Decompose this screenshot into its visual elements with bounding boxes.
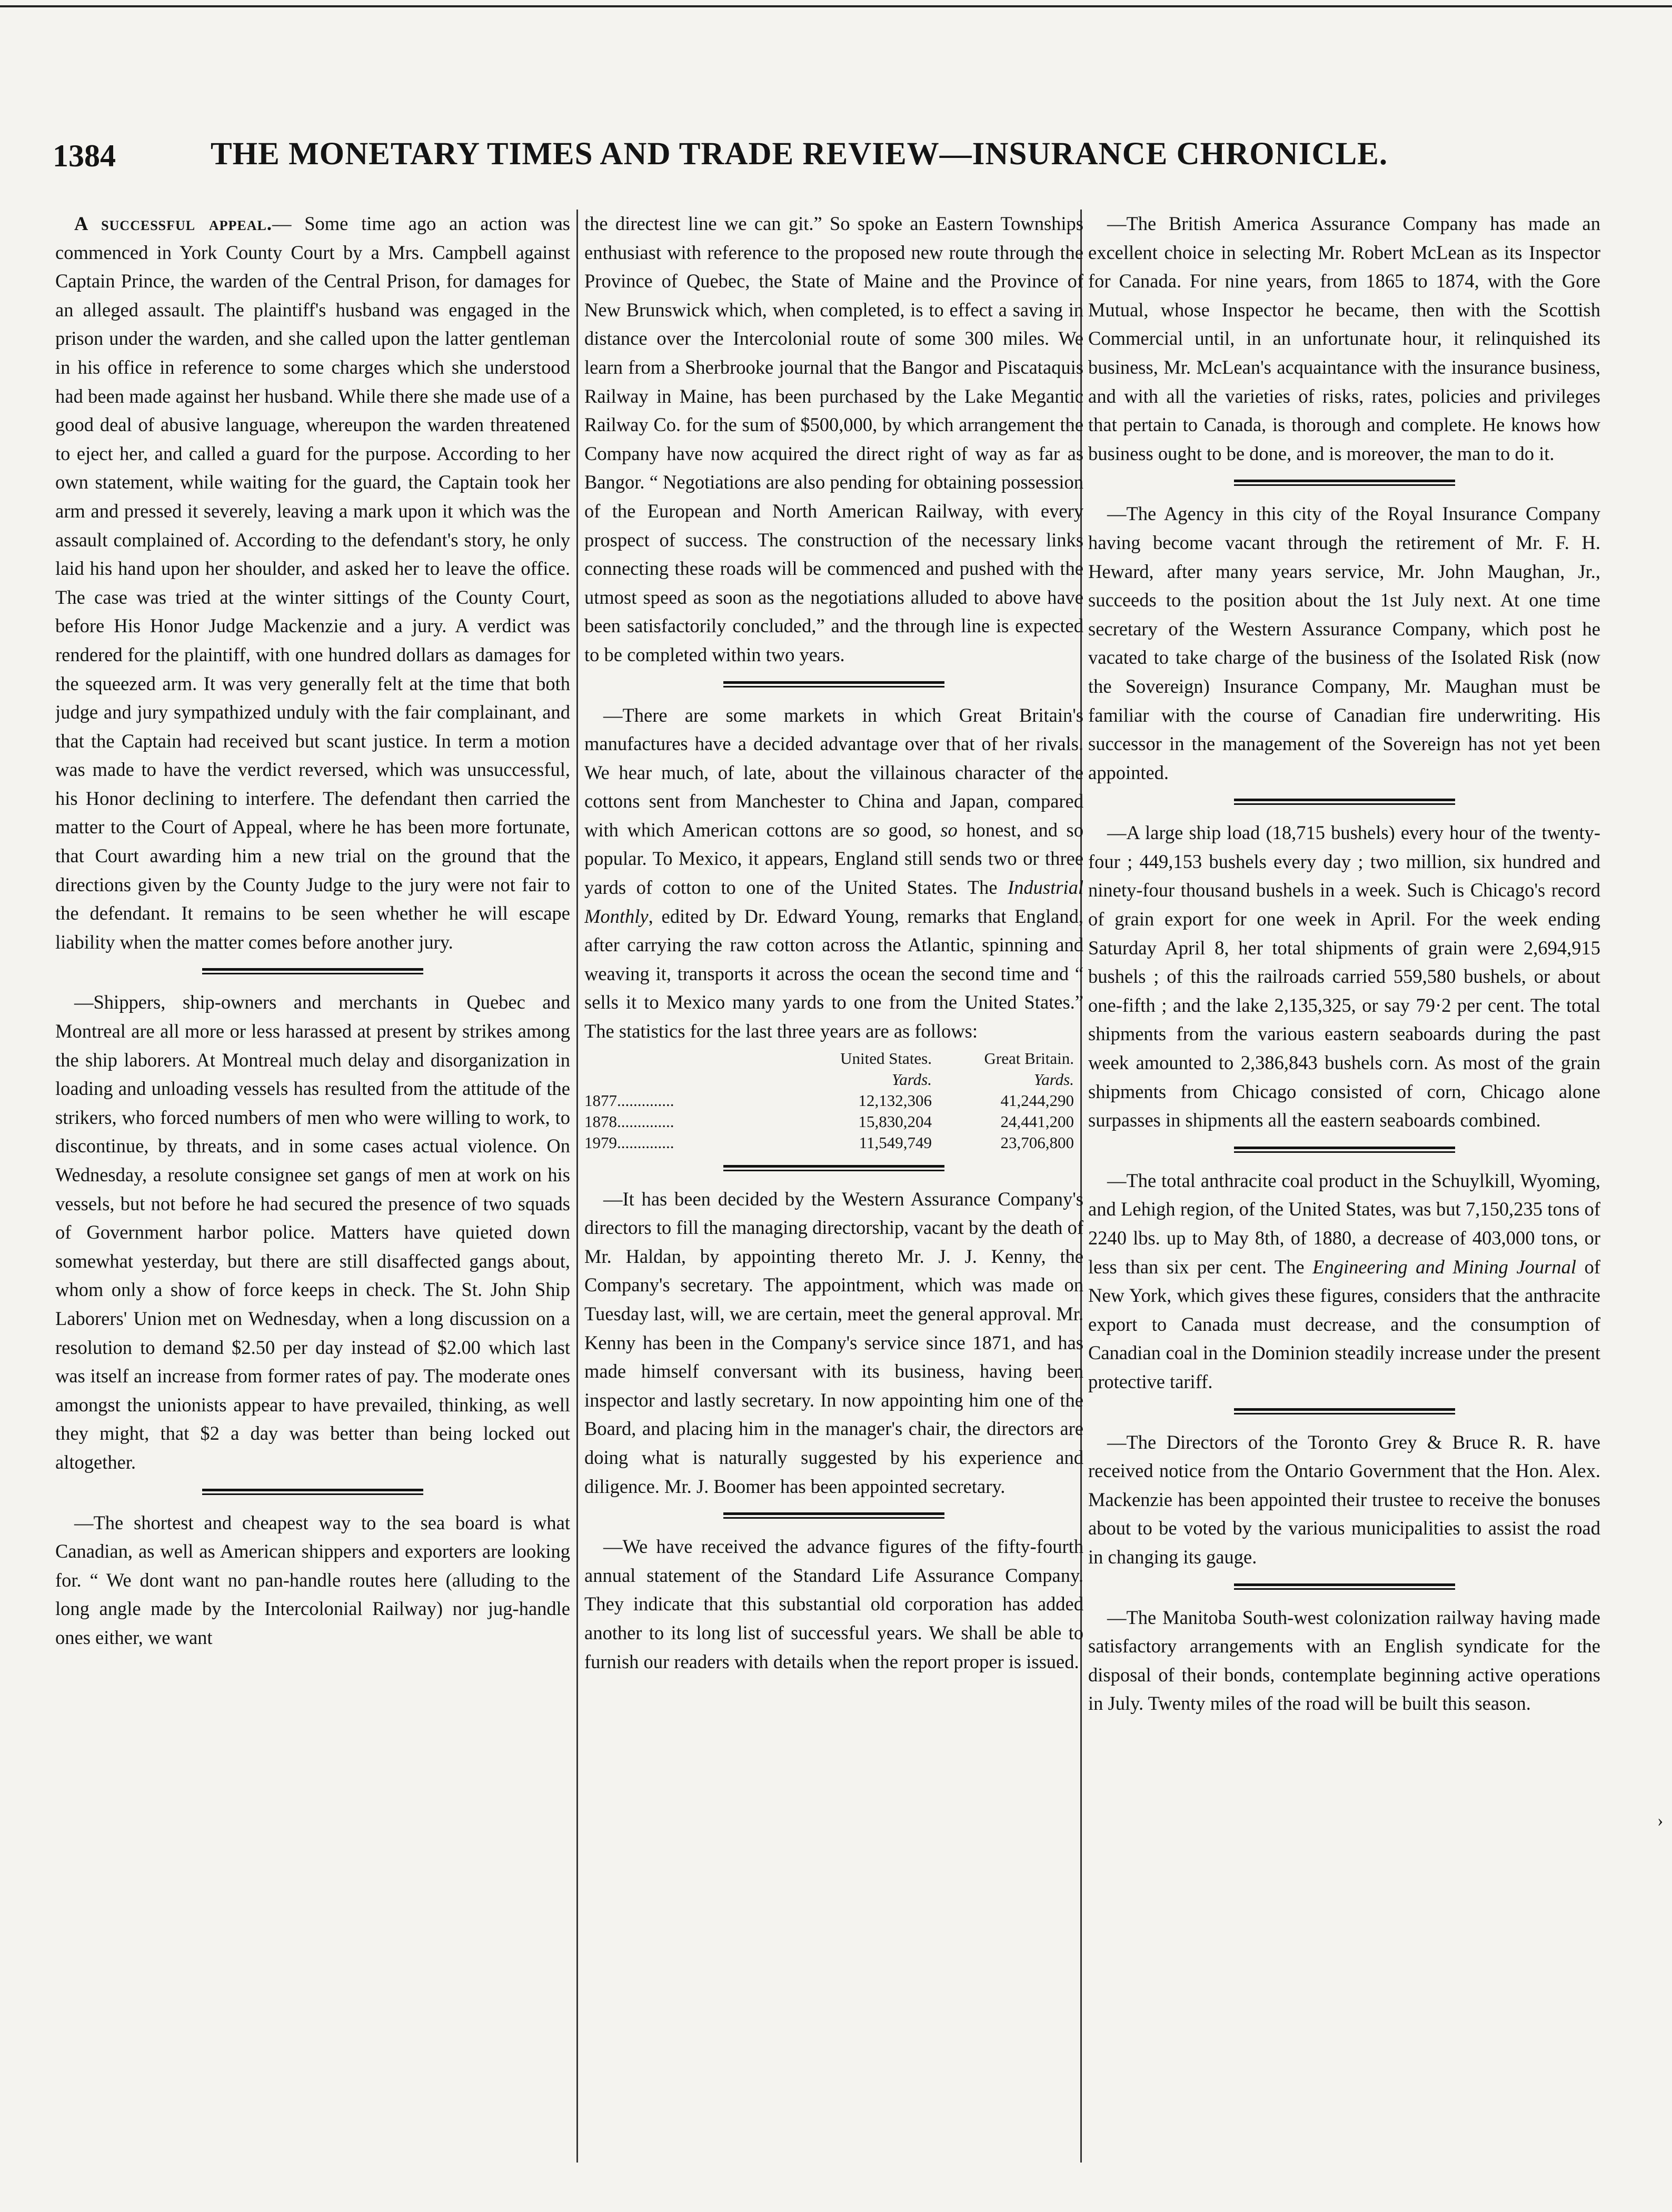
table-row	[584, 1111, 1083, 1132]
article-anthracite-coal: —The total anthracite coal product in the Schuylkill, Wyoming, and Lehigh region, of the United States, was but 7,150,235 tons of 2240 lbs. up to May 8th, of 1880, a decrease of 403,000 tons, or less than six per cent. The Engineering and Mining Journal of New York, which gives these figures, considers that the anthracite export to Canada must decrease, and the consumption of Canadian coal in the Dominion steadily increase under the present protective tariff.	[1088, 1169, 1600, 1392]
us-yards-cell: 15,830,204	[858, 1112, 932, 1131]
gb-yards-cell: 24,441,200	[1000, 1112, 1074, 1131]
article-cotton-markets: —There are some markets in which Great Britain's manufactures have a decided advantage over that of her rivals. We hear much, of late, about the villainous character of the cottons sent from Manchester to China and Japan, compared with which American cottons are so good, so honest, and so popular. To Mexico, it appears, England still sends two or three yards of cotton to one of the United States. The Industrial Monthly, edited by Dr. Edward Young, remarks that England, after carrying the raw cotton across the Atlantic, spinning and weaving it, transports it across the ocean the second time and “ sells it to Mexico many yards to one from the United States.” The statistics for the last three years are as follows:	[584, 704, 1083, 1042]
italic-so: so	[940, 819, 958, 841]
article-manitoba-railway: —The Manitoba South-west colonization railway having made satisfactory arrangements with an English syndicate for the disposal of their bonds, contemplate beginning active operations in July. Twenty miles of the road will be built this season.	[1088, 1606, 1600, 1715]
article-separator	[202, 968, 423, 977]
column-2	[584, 210, 1083, 2165]
article-lead: A successful appeal.	[74, 213, 272, 234]
article-body: — Some time ago an action was commenced in York County Court by a Mrs. Campbell against Captain Prince, the warden of the Central Prison, for damages for an alleged assault. The plaintiff's husband was engaged in the prison under the warden, and she called upon the latter gentleman in his office in reference to some charges which she understood had been made against her husband. While there she made use of a good deal of abusive language, whereupon the warden threatened to eject her, and called a guard for the purpose. According to her own statement, while waiting for the guard, the Captain took her arm and pressed it severely, leaving a mark upon it which was the assault complained of. According to the defendant's story, he only laid his hand upon her shoulder, and asked her to leave the office. The case was tried at the winter sittings of the County Court, before His Honor Judge Mackenzie and a jury. A verdict was rendered for the plaintiff, with one hundred dollars as damages for the squeezed arm. It was very generally felt at the time that both judge and jury sympathized unduly with the fair complainant, and that the Captain had received but scant justice. In term a motion was made to have the verdict reversed, which was unsuccessful, his Honor declining to interfere. The defendant then carried the matter to the Court of Appeal, where he has been more fortunate, that Court awarding him a new trial on the ground that the directions given by the County Judge to the jury were not fair to the defendant. It remains to be seen whether he will escape liability when the matter comes before another jury.	[55, 213, 570, 953]
article-separator	[1234, 1583, 1455, 1592]
column-3	[1088, 210, 1600, 2165]
article-successful-appeal	[55, 210, 570, 956]
gb-yards-cell: 23,706,800	[1000, 1133, 1074, 1152]
us-yards-cell: 12,132,306	[858, 1091, 932, 1110]
margin-mark: ›	[1657, 1811, 1664, 1830]
journal-title: Engineering and Mining Journal	[1312, 1256, 1577, 1278]
column-rule	[576, 210, 578, 2163]
article-chicago-grain: —A large ship load (18,715 bushels) every hour of the twenty-four ; 449,153 bushels every day ; two million, six hundred and ninety-four thousand bushels in a week. Such is Chicago's record of grain export for one week in April. For the week ending Saturday April 8, her total shipments of grain were 2,694,915 bushels ; of this the railroads carried 559,580 bushels, or about one-fifth ; and the lake 2,135,325, or say 79·2 per cent. The total shipments from the various eastern seaboards during the past week amounted to 2,386,843 bushels corn. As most of the grain shipments from Chicago consisted of corn, Chicago alone surpasses in shipments all the eastern seaboards combined.	[1088, 822, 1600, 1131]
year-cell: 1878..............	[584, 1112, 674, 1131]
article-separator	[1234, 799, 1455, 807]
article-british-america: —The British America Assurance Company has made an excellent choice in selecting Mr. Robert McLean as its Inspector for Canada. For nine years, from 1865 to 1874, with the Gore Mutual, whose Inspector he became, then with the Scottish Commercial until, in an unfortunate hour, it relinquished its business, Mr. McLean's acquaintance with the insurance business, and with all the varieties of risks, rates, policies and privileges that pertain to Canada, is thorough and complete. He knows how business ought to be done, and is moreover, the man to do it.	[1088, 213, 1600, 464]
gb-yards-cell: 41,244,290	[1000, 1091, 1074, 1110]
column-header: United States.	[840, 1049, 932, 1068]
article-standard-life: —We have received the advance figures of the fifty-fourth annual statement of the Standard Life Assurance Company. They indicate that this substantial old corporation has added another to its long list of successful years. We shall be able to furnish our readers with details when the report proper is issued.	[584, 1536, 1083, 1672]
running-head: THE MONETARY TIMES AND TRADE REVIEW—INSURANCE CHRONICLE.	[211, 136, 1388, 172]
column-header: Great Britain.	[984, 1049, 1074, 1068]
column-unit: Yards.	[1033, 1070, 1074, 1089]
article-separator	[1234, 1147, 1455, 1155]
italic-so: so	[862, 819, 880, 841]
article-ship-laborers-strikes: —Shippers, ship-owners and merchants in Quebec and Montreal are all more or less harassed at present by strikes among the ship laborers. At Montreal much delay and disorganization in loading and unloading vessels has resulted from the attitude of the strikers, who forced numbers of men who were willing to work, to discontinue, by threats, and in some cases actual violence. On Wednesday, a resolute consignee set gangs of men at work on his vessels, but not before he had secured the presence of two squads of Government harbor police. Matters have quieted down somewhat yesterday, but there are still disaffected gangs about, whom only a show of force keeps in check. The St. John Ship Laborers' Union met on Wednesday, when a long discussion on a resolution to demand $2.50 per day instead of $2.00 which last was itself an increase from former rates of pay. The moderate ones amongst the unionists appear to have prevailed, thinking, as well they might, that $2 a day was better than being locked out altogether.	[55, 991, 570, 1473]
article-separator	[723, 1165, 944, 1173]
us-yards-cell: 11,549,749	[859, 1133, 932, 1152]
article-royal-insurance: —The Agency in this city of the Royal Insurance Company having become vacant through the retirement of Mr. F. H. Heward, after many years service, Mr. John Maughan, Jr., succeeds to the position about the 1st July next. At one time secretary of the Western Assurance Company, which post he vacated to take charge of the business of the Isolated Risk (now the Sovereign) Insurance Company, Mr. Maughan must be familiar with the course of Canadian fire underwriting. His successor in the management of the Sovereign has not yet been appointed.	[1088, 503, 1600, 783]
table-header-row	[584, 1048, 1083, 1069]
table-units-row	[584, 1069, 1083, 1090]
article-separator	[723, 1512, 944, 1521]
column-1	[55, 210, 570, 2165]
article-separator	[202, 1489, 423, 1497]
journal-title: Industrial Monthly	[584, 876, 1083, 927]
year-cell: 1979..............	[584, 1133, 674, 1152]
page-number: 1384	[53, 138, 116, 173]
article-separator	[1234, 480, 1455, 488]
table-row	[584, 1090, 1083, 1111]
table-row	[584, 1132, 1083, 1153]
article-shortest-way-part-1: —The shortest and cheapest way to the sea board is what Canadian, as well as American shippers and exporters are looking for. “ We dont want no pan-handle routes here (alluding to the long angle made by the Intercolonial Railway) nor jug-handle ones either, we want	[55, 1511, 570, 1648]
top-border-rule	[0, 5, 1672, 7]
article-western-assurance: —It has been decided by the Western Assurance Company's directors to fill the managing directorship, vacant by the death of Mr. Haldan, by appointing thereto Mr. J. J. Kenny, the Company's secretary. The appointment, which was made on Tuesday last, will, we are certain, meet the general approval. Mr. Kenny has been in the Company's service since 1871, and has made himself conversant with its business, having been inspector and lastly secretary. In now appointing him one of the Board, and placing him in the manager's chair, the directors are doing what is naturally suggested by his experience and diligence. Mr. J. Boomer has been appointed secretary.	[584, 1188, 1083, 1497]
article-separator	[1234, 1408, 1455, 1417]
year-cell: 1877..............	[584, 1091, 674, 1110]
cotton-statistics-table	[584, 1048, 1083, 1153]
article-shortest-way-part-2: the directest line we can git.” So spoke an Eastern Townships enthusiast with reference to the proposed new route through the Province of Quebec, the State of Maine and the Province of New Brunswick which, when completed, is to effect a saving in distance over the Intercolonial route of some 300 miles. We learn from a Sherbrooke journal that the Bangor and Piscataquis Railway in Maine, has been purchased by the Lake Megantic Railway Co. for the sum of $500,000, by which arrangement the Company have now acquired the direct right of way as far as Bangor. “ Negotiations are also pending for obtaining possession of the European and North American Railway, with every prospect of success. The construction of the necessary links connecting these roads will be commenced and pushed with the utmost speed as soon as the negotiations alluded to above have been satisfactorily concluded,” and the through line is expected to be completed within two years.	[584, 213, 1083, 665]
article-toronto-grey-bruce: —The Directors of the Toronto Grey & Bruce R. R. have received notice from the Ontario Government that the Hon. Alex. Mackenzie has been appointed their trustee to receive the bonuses about to be voted by the various municipalities to assist the road in changing its gauge.	[1088, 1431, 1600, 1568]
article-separator	[723, 681, 944, 690]
column-unit: Yards.	[891, 1070, 932, 1089]
